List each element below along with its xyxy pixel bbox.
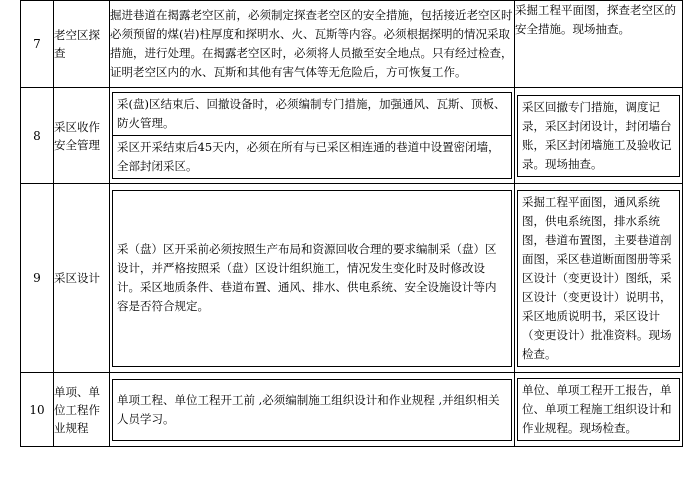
item-name: 单项、单位工程作业规程: [54, 373, 110, 447]
requirement-cell: [110, 88, 515, 184]
item-name: 采区设计: [54, 184, 110, 373]
requirement-text: 掘进巷道在揭露老空区前，必须制定探查老空区的安全措施，包括接近老空区时必须预留的煤(岩)柱厚度和探明水、火、瓦斯等内容。必须根据探明的情况采取措施，进行处理。在揭露老空区时，必须将人员撤至安全地点。只有经过检查，证明老空区内的水、瓦斯和其他有害气体等无危险后，方可恢复工作。: [110, 8, 513, 79]
check-method-cell: [515, 373, 683, 447]
requirement-text: 单项工程、单位工程开工前 ,必须编制施工组织设计和作业规程 ,并组织相关人员学习。: [117, 392, 500, 426]
requirement-group: [112, 379, 512, 441]
table-row: [21, 1, 683, 88]
check-method-cell: [515, 184, 683, 373]
requirements-table: [20, 0, 683, 447]
check-method-cell: [515, 1, 683, 88]
requirement-group: [112, 190, 512, 367]
table-row: [21, 184, 683, 373]
requirement-cell: [110, 1, 515, 88]
requirement-cell: [110, 373, 515, 447]
item-name: 采区收作安全管理: [54, 88, 110, 184]
row-number: 7: [21, 1, 54, 88]
requirement-text: 采（盘）区开采前必须按照生产布局和资源回收合理的要求编制采（盘）区设计，并严格按照采（盘）区设计组织施工，情况发生变化时及时修改设计。采区地质条件、巷道布置、通风、排水、供电系统、安全设施设计等内容是否符合规定。: [117, 242, 497, 313]
check-method-text: 采掘工程平面图，通风系统图，供电系统图，排水系统图，巷道布置图，主要巷道剖面图，采区巷道断面图册等采区设计（变更设计）图纸，采区设计（变更设计）说明书，采区地质说明书，采区设计（变更设计）批准资料。现场检查。: [517, 190, 680, 367]
item-name: 老空区探查: [54, 1, 110, 88]
row-number: 8: [21, 88, 54, 184]
check-method-text: 采掘工程平面图，探查老空区的安全措施。现场抽查。: [515, 3, 676, 36]
row-number: 9: [21, 184, 54, 373]
requirement-text: 采区开采结束后45天内，必须在所有与已采区相连通的巷道中设置密闭墙，全部封闭采区。: [113, 135, 511, 178]
table-row: [21, 373, 683, 447]
requirement-cell: [110, 184, 515, 373]
check-method-cell: [515, 88, 683, 184]
check-method-text: 采区回撤专门措施，调度记录，采区封闭设计，封闭墙台账，采区封闭墙施工及验收记录。现场抽查。: [517, 95, 680, 177]
requirement-text: 采(盘)区结束后、回撤设备时，必须编制专门措施，加强通风、瓦斯、顶板、防火管理。: [117, 97, 506, 130]
check-method-text: 单位、单项工程开工报告，单位、单项工程施工组织设计和作业规程。现场检查。: [517, 378, 680, 441]
requirement-group: [112, 92, 512, 179]
row-number: 10: [21, 373, 54, 447]
table-row: [21, 88, 683, 184]
